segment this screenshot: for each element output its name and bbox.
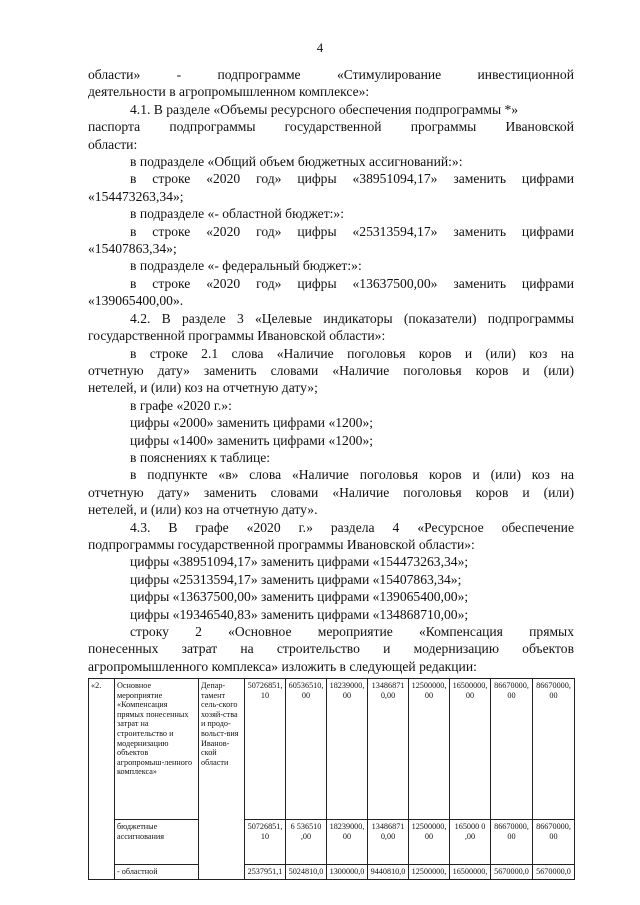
paragraph-line: в строке «2020 год» цифры «25313594,17» заменить цифрами: [130, 223, 574, 239]
paragraph-line: отчетную дату» заменить словами «Наличие поголовья коров и (или): [88, 362, 574, 378]
paragraph-line: «15407863,34»;: [88, 241, 177, 257]
paragraph-line: цифры «1400» заменить цифрами «1200»;: [130, 432, 374, 448]
value-cell: 86670000, 00: [533, 820, 575, 865]
activity-name-cell: Основное мероприятие «Компенсация прямых понесенных затрат на строительство и модернизацию объектов агропромыш-ленного комплекса»: [115, 679, 199, 820]
value-cell: 5670000,0: [533, 865, 575, 880]
table-row: [89, 820, 575, 865]
paragraph-line: деятельности в агропромышленном комплексе»:: [88, 84, 370, 100]
resource-table: [88, 678, 575, 880]
value-cell: 1300000,0: [327, 865, 368, 880]
executor-cell: Депар-тамент сель-ского хозяй-ства и продо-вольст-вия Иванов-ской области: [199, 679, 245, 880]
paragraph-line: цифры «13637500,00» заменить цифрами «139065400,00»;: [130, 589, 469, 605]
value-cell: 13486871 0,00: [368, 820, 409, 865]
paragraph-line: цифры «25313594,17» заменить цифрами «15407863,34»;: [130, 571, 462, 587]
paragraph-line: агропромышленного комплекса» изложить в следующей редакции:: [88, 658, 477, 674]
paragraph-line: нетелей, и (или) коз на отчетную дату».: [88, 502, 318, 518]
value-cell: 13486871 0,00: [368, 679, 409, 820]
paragraph-line: в подразделе «Общий объем бюджетных ассигнований:»:: [130, 154, 463, 170]
paragraph-line: цифры «38951094,17» заменить цифрами «154473263,34»;: [130, 554, 469, 570]
value-cell: 12500000,: [409, 865, 450, 880]
value-cell: 16500000,: [450, 865, 491, 880]
value-cell: 50726851, 10: [245, 679, 286, 820]
value-cell: 86670000, 00: [491, 820, 533, 865]
page-number: 4: [316, 40, 324, 55]
value-cell: 12500000, 00: [409, 820, 450, 865]
value-cell: 16500000, 00: [450, 679, 491, 820]
value-cell: 60536510, 00: [286, 679, 327, 820]
paragraph-line: в подразделе «- областной бюджет:»:: [130, 206, 345, 222]
value-cell: 12500000, 00: [409, 679, 450, 820]
table-row: [89, 865, 575, 880]
activity-name-cell: - областной: [115, 865, 199, 880]
value-cell: 9440810,0: [368, 865, 409, 880]
paragraph-line: отчетную дату» заменить словами «Наличие поголовья коров и (или): [88, 484, 574, 500]
table-row: [89, 679, 575, 820]
value-cell: 18239000, 00: [327, 679, 368, 820]
paragraph-line: в графе «2020 г.»:: [130, 397, 232, 413]
value-cell: 50726851, 10: [245, 820, 286, 865]
paragraph-line: нетелей, и (или) коз на отчетную дату»;: [88, 380, 318, 396]
paragraph-line: государственной программы Ивановской области»:: [88, 328, 386, 344]
paragraph-line: 4.3. В графе «2020 г.» раздела 4 «Ресурсное обеспечение: [130, 519, 574, 535]
value-cell: 18239000, 00: [327, 820, 368, 865]
paragraph-line: «154473263,34»;: [88, 188, 184, 204]
value-cell: 165000 0 ,00: [450, 820, 491, 865]
paragraph-line: в строке «2020 год» цифры «38951094,17» заменить цифрами: [130, 171, 574, 187]
paragraph-line: паспорта подпрограммы государственной программы Ивановской: [88, 119, 574, 135]
paragraph-line: 4.1. В разделе «Объемы ресурсного обеспечения подпрограммы *»: [130, 101, 519, 117]
paragraph-line: подпрограммы государственной программы Ивановской области»:: [88, 536, 475, 552]
paragraph-line: в пояснениях к таблице:: [130, 449, 271, 465]
value-cell: 5024810,0: [286, 865, 327, 880]
paragraph-line: в подпункте «в» слова «Наличие поголовья коров и (или) коз на: [130, 467, 574, 483]
paragraph-line: 4.2. В разделе 3 «Целевые индикаторы (показатели) подпрограммы: [130, 310, 574, 326]
activity-name-cell: бюджетные ассигнования: [115, 820, 199, 865]
value-cell: 86670000, 00: [491, 679, 533, 820]
paragraph-line: в строке «2020 год» цифры «13637500,00» заменить цифрами: [130, 275, 574, 291]
document-body: [88, 66, 574, 675]
paragraph-line: области» - подпрограмме «Стимулирование инвестиционной: [88, 67, 574, 82]
paragraph-line: в строке 2.1 слова «Наличие поголовья коров и (или) коз на: [130, 345, 574, 361]
row-number-cell: «2.: [89, 679, 115, 880]
value-cell: 5670000,0: [491, 865, 533, 880]
paragraph-line: понесенных затрат на строительство и модернизацию объектов: [88, 641, 574, 657]
paragraph-line: «139065400,00».: [88, 293, 184, 309]
paragraph-line: строку 2 «Основное мероприятие «Компенсация прямых: [130, 624, 574, 639]
paragraph-line: в подразделе «- федеральный бюджет:»:: [130, 258, 362, 274]
value-cell: 6 536510 ,00: [286, 820, 327, 865]
value-cell: 2537951,1: [245, 865, 286, 880]
paragraph-line: области:: [88, 136, 138, 152]
paragraph-line: цифры «2000» заменить цифрами «1200»;: [130, 415, 374, 431]
value-cell: 86670000, 00: [533, 679, 575, 820]
paragraph-line: цифры «19346540,83» заменить цифрами «134868710,00»;: [130, 606, 469, 622]
